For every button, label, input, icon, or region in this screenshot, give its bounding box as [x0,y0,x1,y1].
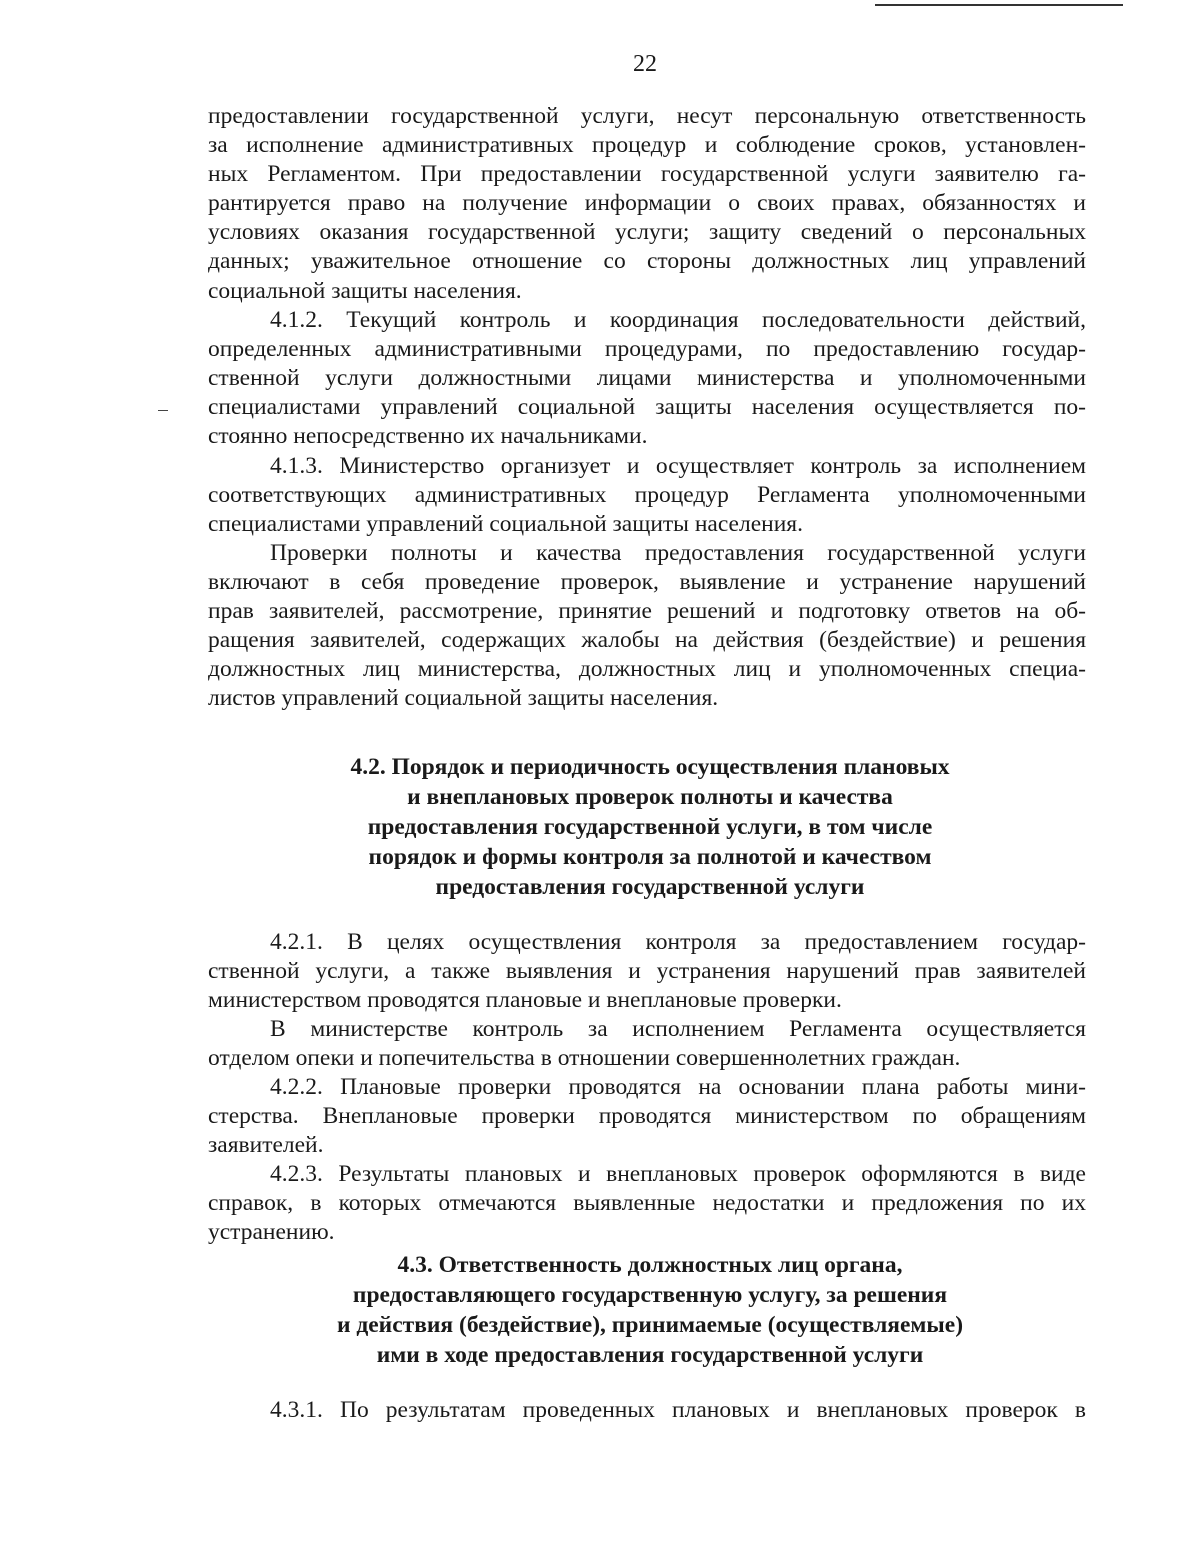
text-line: ращения заявителей, содержащих жалобы на действия (бездействие) и решения [208,627,1086,654]
heading-line: предоставляющего государственную услугу, за решения [352,1282,948,1308]
heading-line: и действия (бездействие), принимаемые (осуществляемые) [336,1312,964,1338]
text-line: Проверки полноты и качества предоставления государственной услуги [270,540,1086,566]
text-line: В министерстве контроль за исполнением Регламента осуществляется [270,1016,1086,1042]
page-number: 22 [633,51,657,77]
section-heading-4-3 [150,1250,1150,1370]
text-line: ственной услуги, а также выявления и устранения нарушений прав заявителей [208,958,1086,985]
text-line: определенных административными процедурами, по предоставлению государ- [208,336,1086,363]
paragraph-4-2-3 [208,1160,1086,1247]
heading-line: ими в ходе предоставления государственной услуги [376,1342,924,1368]
text-line: справок, в которых отмечаются выявленные недостатки и предложения по их [208,1190,1086,1217]
text-line: за исполнение административных процедур и соблюдение сроков, установлен- [208,132,1086,159]
text-line: прав заявителей, рассмотрение, принятие решений и подготовку ответов на об- [208,598,1086,625]
text-line: устранению. [208,1219,335,1246]
section-heading-4-2 [150,752,1150,902]
text-line: министерством проводятся плановые и внеплановые проверки. [208,987,842,1014]
heading-line: предоставления государственной услуги [435,874,865,900]
top-edge-rule [875,4,1123,6]
text-line: заявителей. [208,1132,324,1159]
text-line: листов управлений социальной защиты населения. [208,685,719,712]
text-line: отделом опеки и попечительства в отношении совершеннолетних граждан. [208,1045,961,1072]
text-line: 4.1.3. Министерство организует и осуществляет контроль за исполнением [270,453,1086,479]
text-line: предоставлении государственной услуги, несут персональную ответственность [208,103,1086,129]
text-line: 4.3.1. По результатам проведенных плановых и внеплановых проверок в [270,1397,1086,1423]
text-line: специалистами управлений социальной защиты населения осуществляется по- [208,394,1086,421]
text-line: 4.1.2. Текущий контроль и координация последовательности действий, [270,307,1086,333]
text-line: 4.2.2. Плановые проверки проводятся на основании плана работы мини- [270,1074,1086,1100]
margin-mark [158,410,168,411]
text-line: соответствующих административных процедур Регламента уполномоченными [208,482,1086,509]
text-line: социальной защиты населения. [208,277,522,304]
paragraph-ministry-control [208,1015,1086,1073]
paragraph-4-3-1 [208,1396,1086,1425]
text-line: 4.2.1. В целях осуществления контроля за предоставлением государ- [270,929,1086,955]
text-line: ственной услуги должностными лицами министерства и уполномоченными [208,365,1086,392]
text-line: включают в себя проведение проверок, выявление и устранение нарушений [208,569,1086,596]
text-line: стоянно непосредственно их начальниками. [208,423,648,450]
text-line: данных; уважительное отношение со стороны должностных лиц управлений [208,248,1086,275]
paragraph-4-1-3 [208,452,1086,539]
text-line: специалистами управлений социальной защиты населения. [208,511,803,538]
text-line: условиях оказания государственной услуги; защиту сведений о персональных [208,219,1086,246]
paragraph-responsibility-intro [208,102,1086,306]
paragraph-4-2-2 [208,1073,1086,1160]
heading-line: 4.3. Ответственность должностных лиц органа, [397,1252,903,1278]
heading-line: и внеплановых проверок полноты и качества [407,784,893,810]
text-line: 4.2.3. Результаты плановых и внеплановых проверок оформляются в виде [270,1161,1086,1187]
heading-line: предоставления государственной услуги, в том числе [367,814,933,840]
paragraph-4-2-1 [208,928,1086,1015]
heading-line: 4.2. Порядок и периодичность осуществления плановых [350,754,950,780]
text-line: рантируется право на получение информации о своих правах, обязанностях и [208,190,1086,217]
text-line: ных Регламентом. При предоставлении государственной услуги заявителю га- [208,161,1086,188]
text-line: должностных лиц министерства, должностных лиц и уполномоченных специа- [208,656,1086,683]
paragraph-checks [208,539,1086,714]
paragraph-4-1-2 [208,306,1086,451]
heading-line: порядок и формы контроля за полнотой и качеством [368,844,932,870]
text-line: стерства. Внеплановые проверки проводятся министерством по обращениям [208,1103,1086,1130]
